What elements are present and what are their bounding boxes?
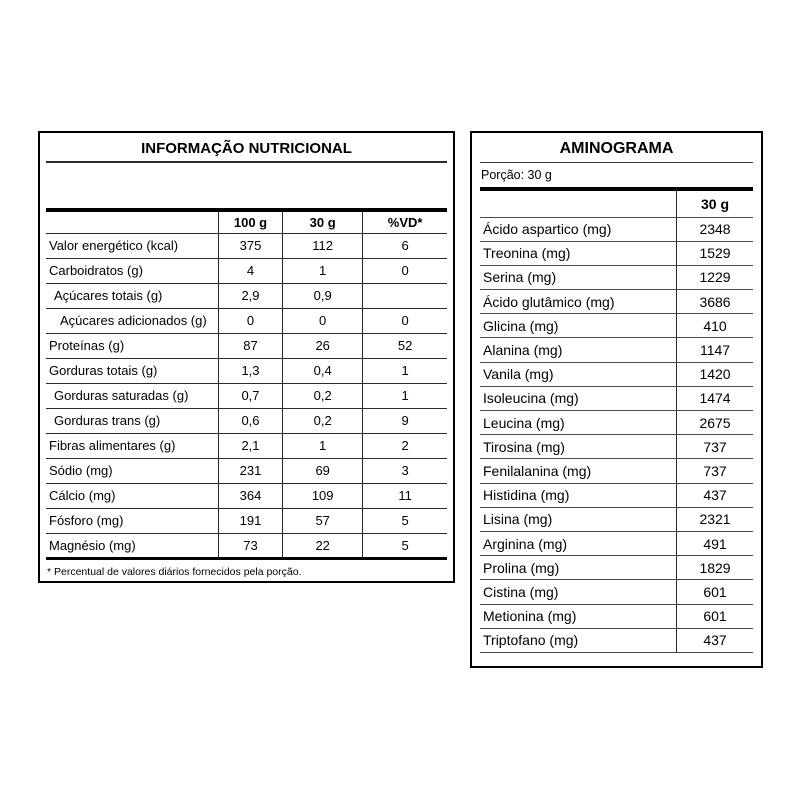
- table-row: [480, 290, 753, 314]
- portion-label: Porção: 30 g: [480, 163, 753, 191]
- value-100g: 2,1: [218, 433, 282, 458]
- value-vd: 6: [363, 233, 447, 258]
- table-row: [480, 338, 753, 362]
- value-vd: 5: [363, 533, 447, 558]
- row-label: Arginina (mg): [480, 531, 677, 555]
- value-30g: 0,9: [283, 283, 363, 308]
- row-value: 2321: [677, 507, 753, 531]
- col-header-30g: 30 g: [283, 210, 363, 233]
- row-label: Metionina (mg): [480, 604, 677, 628]
- row-label: Alanina (mg): [480, 338, 677, 362]
- row-label: Histidina (mg): [480, 483, 677, 507]
- table-row: [46, 458, 447, 483]
- value-100g: 4: [218, 258, 282, 283]
- value-vd: 0: [363, 308, 447, 333]
- aminogram-header-row: [480, 191, 753, 217]
- row-label: Valor energético (kcal): [46, 233, 218, 258]
- row-label: Serina (mg): [480, 265, 677, 289]
- table-row: [46, 383, 447, 408]
- value-30g: 0: [283, 308, 363, 333]
- row-value: 410: [677, 314, 753, 338]
- col-header-30g: 30 g: [677, 191, 753, 217]
- col-header-100g: 100 g: [218, 210, 282, 233]
- row-label: Leucina (mg): [480, 411, 677, 435]
- row-label: Sódio (mg): [46, 458, 218, 483]
- value-30g: 1: [283, 258, 363, 283]
- row-label: Gorduras totais (g): [46, 358, 218, 383]
- value-30g: 112: [283, 233, 363, 258]
- nutrition-header-row: [46, 210, 447, 233]
- table-row: [480, 386, 753, 410]
- table-row: [46, 283, 447, 308]
- table-row: [480, 241, 753, 265]
- table-row: [480, 507, 753, 531]
- value-vd: 9: [363, 408, 447, 433]
- table-row: [46, 533, 447, 558]
- row-label: Ácido aspartico (mg): [480, 217, 677, 241]
- row-label: Açúcares adicionados (g): [46, 308, 218, 333]
- value-30g: 0,4: [283, 358, 363, 383]
- row-label: Fibras alimentares (g): [46, 433, 218, 458]
- nutrition-table: [46, 208, 447, 560]
- row-label: Gorduras trans (g): [46, 408, 218, 433]
- table-row: [46, 333, 447, 358]
- value-100g: 364: [218, 483, 282, 508]
- row-value: 1529: [677, 241, 753, 265]
- table-row: [480, 217, 753, 241]
- row-value: 437: [677, 628, 753, 652]
- value-vd: 3: [363, 458, 447, 483]
- col-header-blank: [46, 210, 218, 233]
- table-row: [480, 604, 753, 628]
- row-label: Fenilalanina (mg): [480, 459, 677, 483]
- table-row: [46, 408, 447, 433]
- row-label: Lisina (mg): [480, 507, 677, 531]
- table-row: [46, 233, 447, 258]
- value-100g: 1,3: [218, 358, 282, 383]
- value-30g: 22: [283, 533, 363, 558]
- value-vd: 0: [363, 258, 447, 283]
- row-label: Treonina (mg): [480, 241, 677, 265]
- value-vd: 1: [363, 383, 447, 408]
- value-100g: 231: [218, 458, 282, 483]
- value-vd: 1: [363, 358, 447, 383]
- row-value: 491: [677, 531, 753, 555]
- col-header-vd: %VD*: [363, 210, 447, 233]
- row-label: Isoleucina (mg): [480, 386, 677, 410]
- value-100g: 0: [218, 308, 282, 333]
- table-row: [46, 508, 447, 533]
- aminogram-panel: [470, 131, 763, 668]
- row-value: 601: [677, 604, 753, 628]
- row-label: Vanila (mg): [480, 362, 677, 386]
- table-row: [480, 362, 753, 386]
- value-vd: 11: [363, 483, 447, 508]
- aminogram-table: [480, 191, 753, 653]
- row-label: Cálcio (mg): [46, 483, 218, 508]
- table-row: [46, 483, 447, 508]
- row-value: 737: [677, 459, 753, 483]
- row-value: 1474: [677, 386, 753, 410]
- row-label: Cistina (mg): [480, 580, 677, 604]
- table-row: [46, 358, 447, 383]
- row-label: Magnésio (mg): [46, 533, 218, 558]
- value-30g: 0,2: [283, 408, 363, 433]
- row-label: Fósforo (mg): [46, 508, 218, 533]
- row-value: 1229: [677, 265, 753, 289]
- table-row: [46, 258, 447, 283]
- row-label: Tirosina (mg): [480, 435, 677, 459]
- row-value: 3686: [677, 290, 753, 314]
- row-value: 2348: [677, 217, 753, 241]
- value-30g: 1: [283, 433, 363, 458]
- value-30g: 26: [283, 333, 363, 358]
- row-label: Gorduras saturadas (g): [46, 383, 218, 408]
- row-value: 601: [677, 580, 753, 604]
- aminogram-title: AMINOGRAMA: [480, 135, 753, 163]
- table-row: [480, 459, 753, 483]
- table-row: [480, 628, 753, 652]
- row-value: 1829: [677, 556, 753, 580]
- value-100g: 0,7: [218, 383, 282, 408]
- row-label: Carboidratos (g): [46, 258, 218, 283]
- table-row: [480, 435, 753, 459]
- table-row: [46, 308, 447, 333]
- value-vd: 5: [363, 508, 447, 533]
- value-100g: 2,9: [218, 283, 282, 308]
- value-30g: 57: [283, 508, 363, 533]
- value-30g: 0,2: [283, 383, 363, 408]
- table-row: [480, 411, 753, 435]
- row-label: Glicina (mg): [480, 314, 677, 338]
- value-30g: 109: [283, 483, 363, 508]
- row-value: 2675: [677, 411, 753, 435]
- table-row: [480, 556, 753, 580]
- row-value: 737: [677, 435, 753, 459]
- row-label: Triptofano (mg): [480, 628, 677, 652]
- value-100g: 375: [218, 233, 282, 258]
- value-30g: 69: [283, 458, 363, 483]
- row-label: Proteínas (g): [46, 333, 218, 358]
- table-row: [480, 483, 753, 507]
- value-vd: 52: [363, 333, 447, 358]
- table-row: [480, 531, 753, 555]
- table-row: [480, 580, 753, 604]
- nutrition-title: INFORMAÇÃO NUTRICIONAL: [46, 135, 447, 163]
- table-row: [480, 314, 753, 338]
- nutrition-blank-area: [46, 163, 447, 208]
- value-100g: 191: [218, 508, 282, 533]
- row-value: 1147: [677, 338, 753, 362]
- row-value: 437: [677, 483, 753, 507]
- row-value: 1420: [677, 362, 753, 386]
- value-100g: 0,6: [218, 408, 282, 433]
- table-row: [46, 433, 447, 458]
- table-row: [480, 265, 753, 289]
- col-header-blank: [480, 191, 677, 217]
- row-label: Açúcares totais (g): [46, 283, 218, 308]
- footnote: * Percentual de valores diários fornecidos pela porção.: [47, 565, 302, 578]
- value-vd: [363, 283, 447, 308]
- value-100g: 87: [218, 333, 282, 358]
- row-label: Ácido glutâmico (mg): [480, 290, 677, 314]
- nutrition-facts-panel: [38, 131, 455, 583]
- value-100g: 73: [218, 533, 282, 558]
- row-label: Prolina (mg): [480, 556, 677, 580]
- value-vd: 2: [363, 433, 447, 458]
